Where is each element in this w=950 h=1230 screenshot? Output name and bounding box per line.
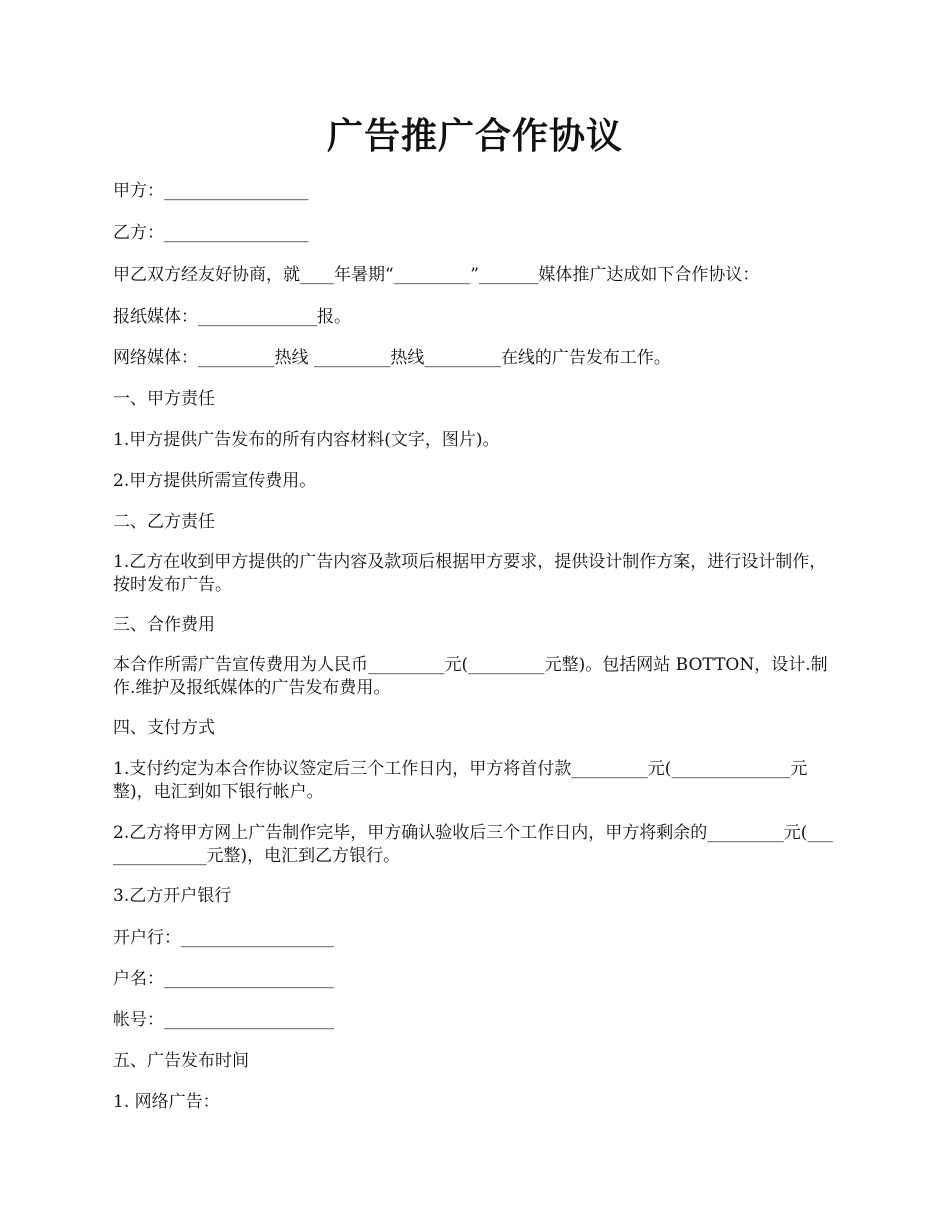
intro-paragraph: 甲乙双方经友好协商，就____年暑期“_________”_______媒体推广达成如下合作协议：: [113, 265, 760, 285]
payment-clause-3: 3.乙方开户银行: [113, 886, 232, 906]
account-number-line: 帐号：____________________: [113, 1010, 334, 1030]
fees-paragraph: 本合作所需广告宣传费用为人民币_________元(_________元整)。包括网站 BOTTON，设计.制作.维护及报纸媒体的广告发布费用。: [113, 655, 828, 698]
party-b-line: 乙方：_________________: [113, 223, 309, 243]
newspaper-media-line: 报纸媒体：______________报。: [113, 307, 351, 327]
party-b-duty-1: 1.乙方在收到甲方提供的广告内容及款项后根据甲方要求，提供设计制作方案，进行设计制作，按时发布广告。: [113, 552, 827, 595]
section-heading-fees: 三、合作费用: [113, 615, 215, 635]
party-a-duty-2: 2.甲方提供所需宣传费用。: [113, 471, 317, 491]
party-a-line: 甲方：_________________: [113, 181, 309, 201]
document-title: 广告推广合作协议: [326, 115, 623, 157]
section-heading-party-a: 一、甲方责任: [113, 389, 215, 409]
section-heading-payment: 四、支付方式: [113, 718, 215, 738]
section-heading-party-b: 二、乙方责任: [113, 512, 215, 532]
schedule-item-1: 1. 网络广告：: [113, 1092, 220, 1112]
bank-name-line: 开户行：__________________: [113, 928, 334, 948]
online-media-line: 网络媒体：_________热线 _________热线_________在线的广告发布工作。: [113, 348, 671, 368]
payment-clause-1: 1.支付约定为本合作协议签定后三个工作日内，甲方将首付款_________元(______________元整)，电汇到如下银行帐户。: [113, 759, 808, 802]
section-heading-schedule: 五、广告发布时间: [113, 1051, 249, 1071]
account-name-line: 户名：____________________: [113, 969, 334, 989]
payment-clause-2: 2.乙方将甲方网上广告制作完毕，甲方确认验收后三个工作日内，甲方将剩余的_________元(______________元整)，电汇到乙方银行。: [113, 823, 833, 866]
party-a-duty-1: 1.甲方提供广告发布的所有内容材料(文字，图片)。: [113, 430, 500, 450]
